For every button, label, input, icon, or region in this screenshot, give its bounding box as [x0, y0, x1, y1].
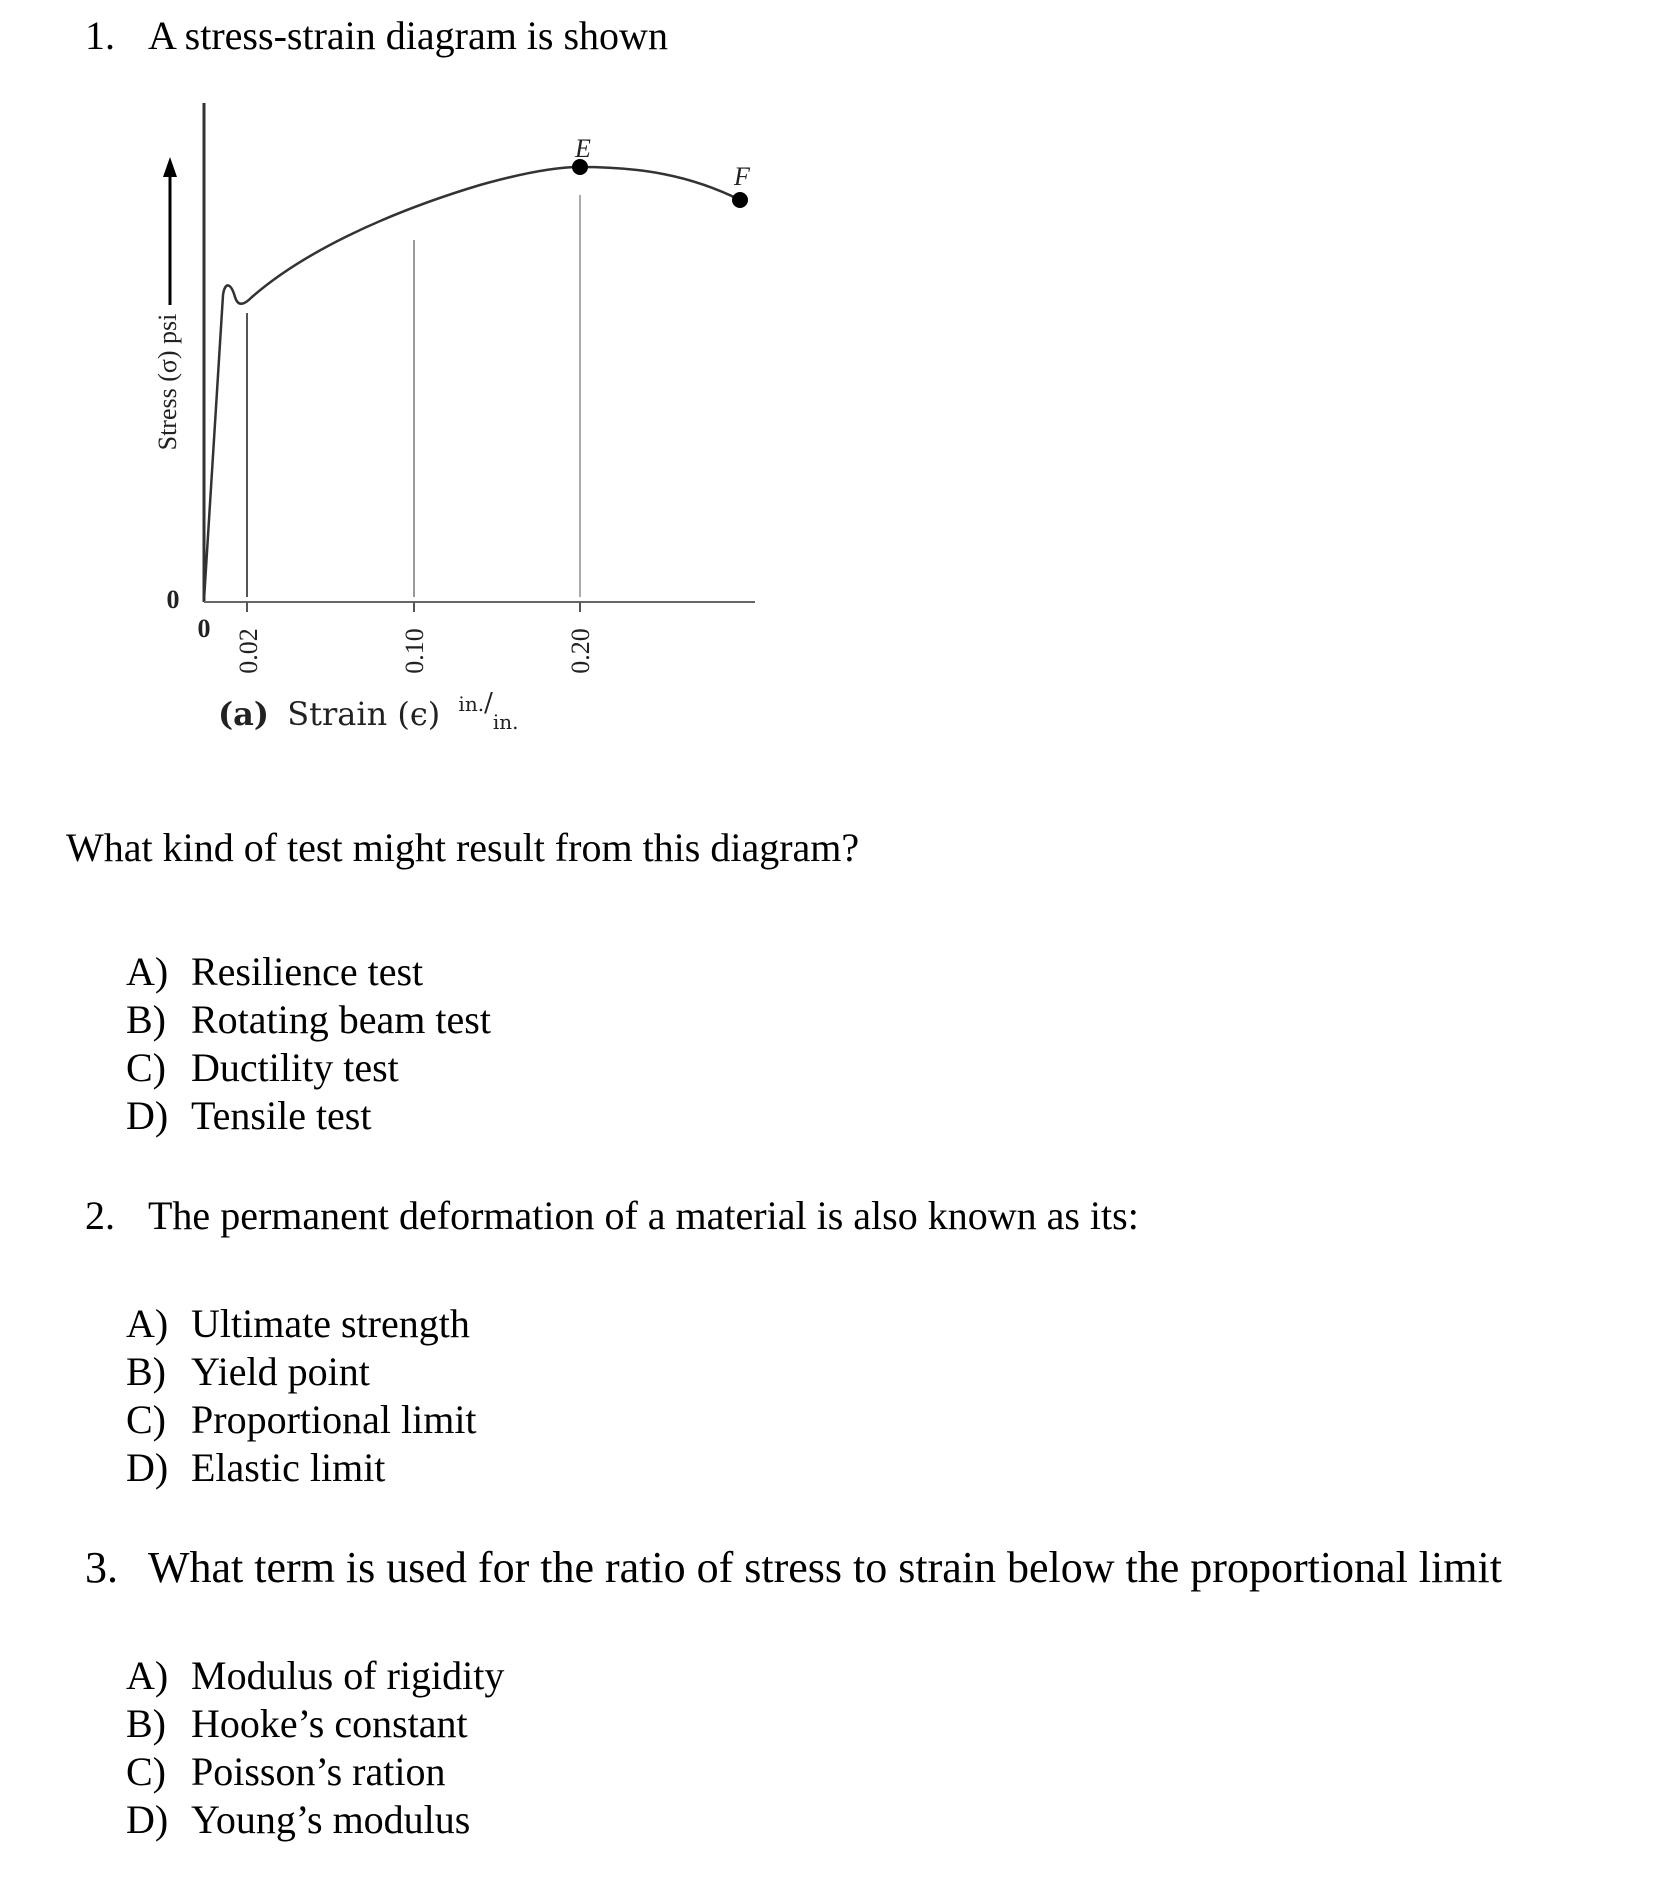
- stress-strain-curve: [204, 167, 740, 600]
- question-number: 2.: [85, 1193, 115, 1238]
- y-zero-label: 0: [166, 585, 180, 614]
- option-b[interactable]: [126, 996, 491, 1044]
- option-letter: C): [126, 1397, 166, 1442]
- x-axis-label-unit-den: in.: [492, 710, 519, 734]
- option-text: Modulus of rigidity: [191, 1653, 505, 1698]
- option-c[interactable]: [126, 1748, 504, 1796]
- option-letter: B): [126, 997, 166, 1042]
- question-text: The permanent deformation of a material is also known as its:: [148, 1193, 1139, 1238]
- option-letter: B): [126, 1349, 166, 1394]
- option-text: Hooke’s constant: [191, 1701, 468, 1746]
- option-letter: A): [126, 1653, 169, 1698]
- option-a[interactable]: [126, 948, 491, 996]
- y-axis-arrow: [163, 157, 177, 177]
- option-letter: B): [126, 1701, 166, 1746]
- question-1-options: [126, 948, 491, 1140]
- option-letter: C): [126, 1045, 166, 1090]
- question-1-prompt: What kind of test might result from this diagram?: [66, 825, 860, 870]
- question-text: What term is used for the ratio of stress to strain below the proportional limit: [148, 1543, 1502, 1592]
- stress-strain-diagram: [130, 85, 780, 755]
- option-c[interactable]: [126, 1044, 491, 1092]
- option-d[interactable]: [126, 1796, 504, 1844]
- option-text: Ultimate strength: [191, 1301, 470, 1346]
- x-axis-label-unit-slash: /: [484, 688, 493, 718]
- x-tick-label: 0.10: [400, 628, 429, 674]
- option-text: Tensile test: [191, 1093, 372, 1138]
- question-3-title: [85, 1542, 1502, 1593]
- option-a[interactable]: [126, 1300, 477, 1348]
- question-number: 3.: [85, 1543, 118, 1592]
- option-text: Resilience test: [191, 949, 424, 994]
- option-letter: D): [126, 1093, 169, 1138]
- x-axis-label-main: Strain (ϵ): [287, 695, 441, 733]
- option-text: Proportional limit: [191, 1397, 477, 1442]
- question-2-title: [85, 1192, 1139, 1239]
- option-b[interactable]: [126, 1348, 477, 1396]
- option-text: Yield point: [191, 1349, 370, 1394]
- x-axis-label-prefix: (a): [218, 695, 270, 733]
- question-text: A stress-strain diagram is shown: [148, 13, 668, 58]
- option-letter: A): [126, 949, 169, 994]
- x-tick-label: 0.02: [234, 628, 263, 674]
- x-zero-label: 0: [197, 614, 211, 643]
- option-text: Ductility test: [191, 1045, 399, 1090]
- option-d[interactable]: [126, 1092, 491, 1140]
- option-text: Poisson’s ration: [191, 1749, 446, 1794]
- question-1-title: [85, 12, 668, 59]
- y-axis-label: Stress (σ) psi: [153, 313, 182, 451]
- option-text: Rotating beam test: [191, 997, 491, 1042]
- point-f-marker: [732, 192, 748, 208]
- option-text: Elastic limit: [191, 1445, 386, 1490]
- point-f-label: F: [734, 162, 750, 191]
- x-tick-label: 0.20: [566, 628, 595, 674]
- x-axis-label-unit-num: in.: [458, 692, 485, 716]
- question-2-options: [126, 1300, 477, 1492]
- option-a[interactable]: [126, 1652, 504, 1700]
- option-letter: D): [126, 1445, 169, 1490]
- point-e-label: E: [575, 134, 591, 163]
- option-c[interactable]: [126, 1396, 477, 1444]
- question-3-options: [126, 1652, 504, 1844]
- option-letter: D): [126, 1797, 169, 1842]
- option-b[interactable]: [126, 1700, 504, 1748]
- x-axis-label: [218, 688, 518, 734]
- option-d[interactable]: [126, 1444, 477, 1492]
- option-text: Young’s modulus: [191, 1797, 471, 1842]
- question-number: 1.: [85, 13, 115, 58]
- option-letter: C): [126, 1749, 166, 1794]
- y-axis-label-group: [153, 157, 182, 450]
- option-letter: A): [126, 1301, 169, 1346]
